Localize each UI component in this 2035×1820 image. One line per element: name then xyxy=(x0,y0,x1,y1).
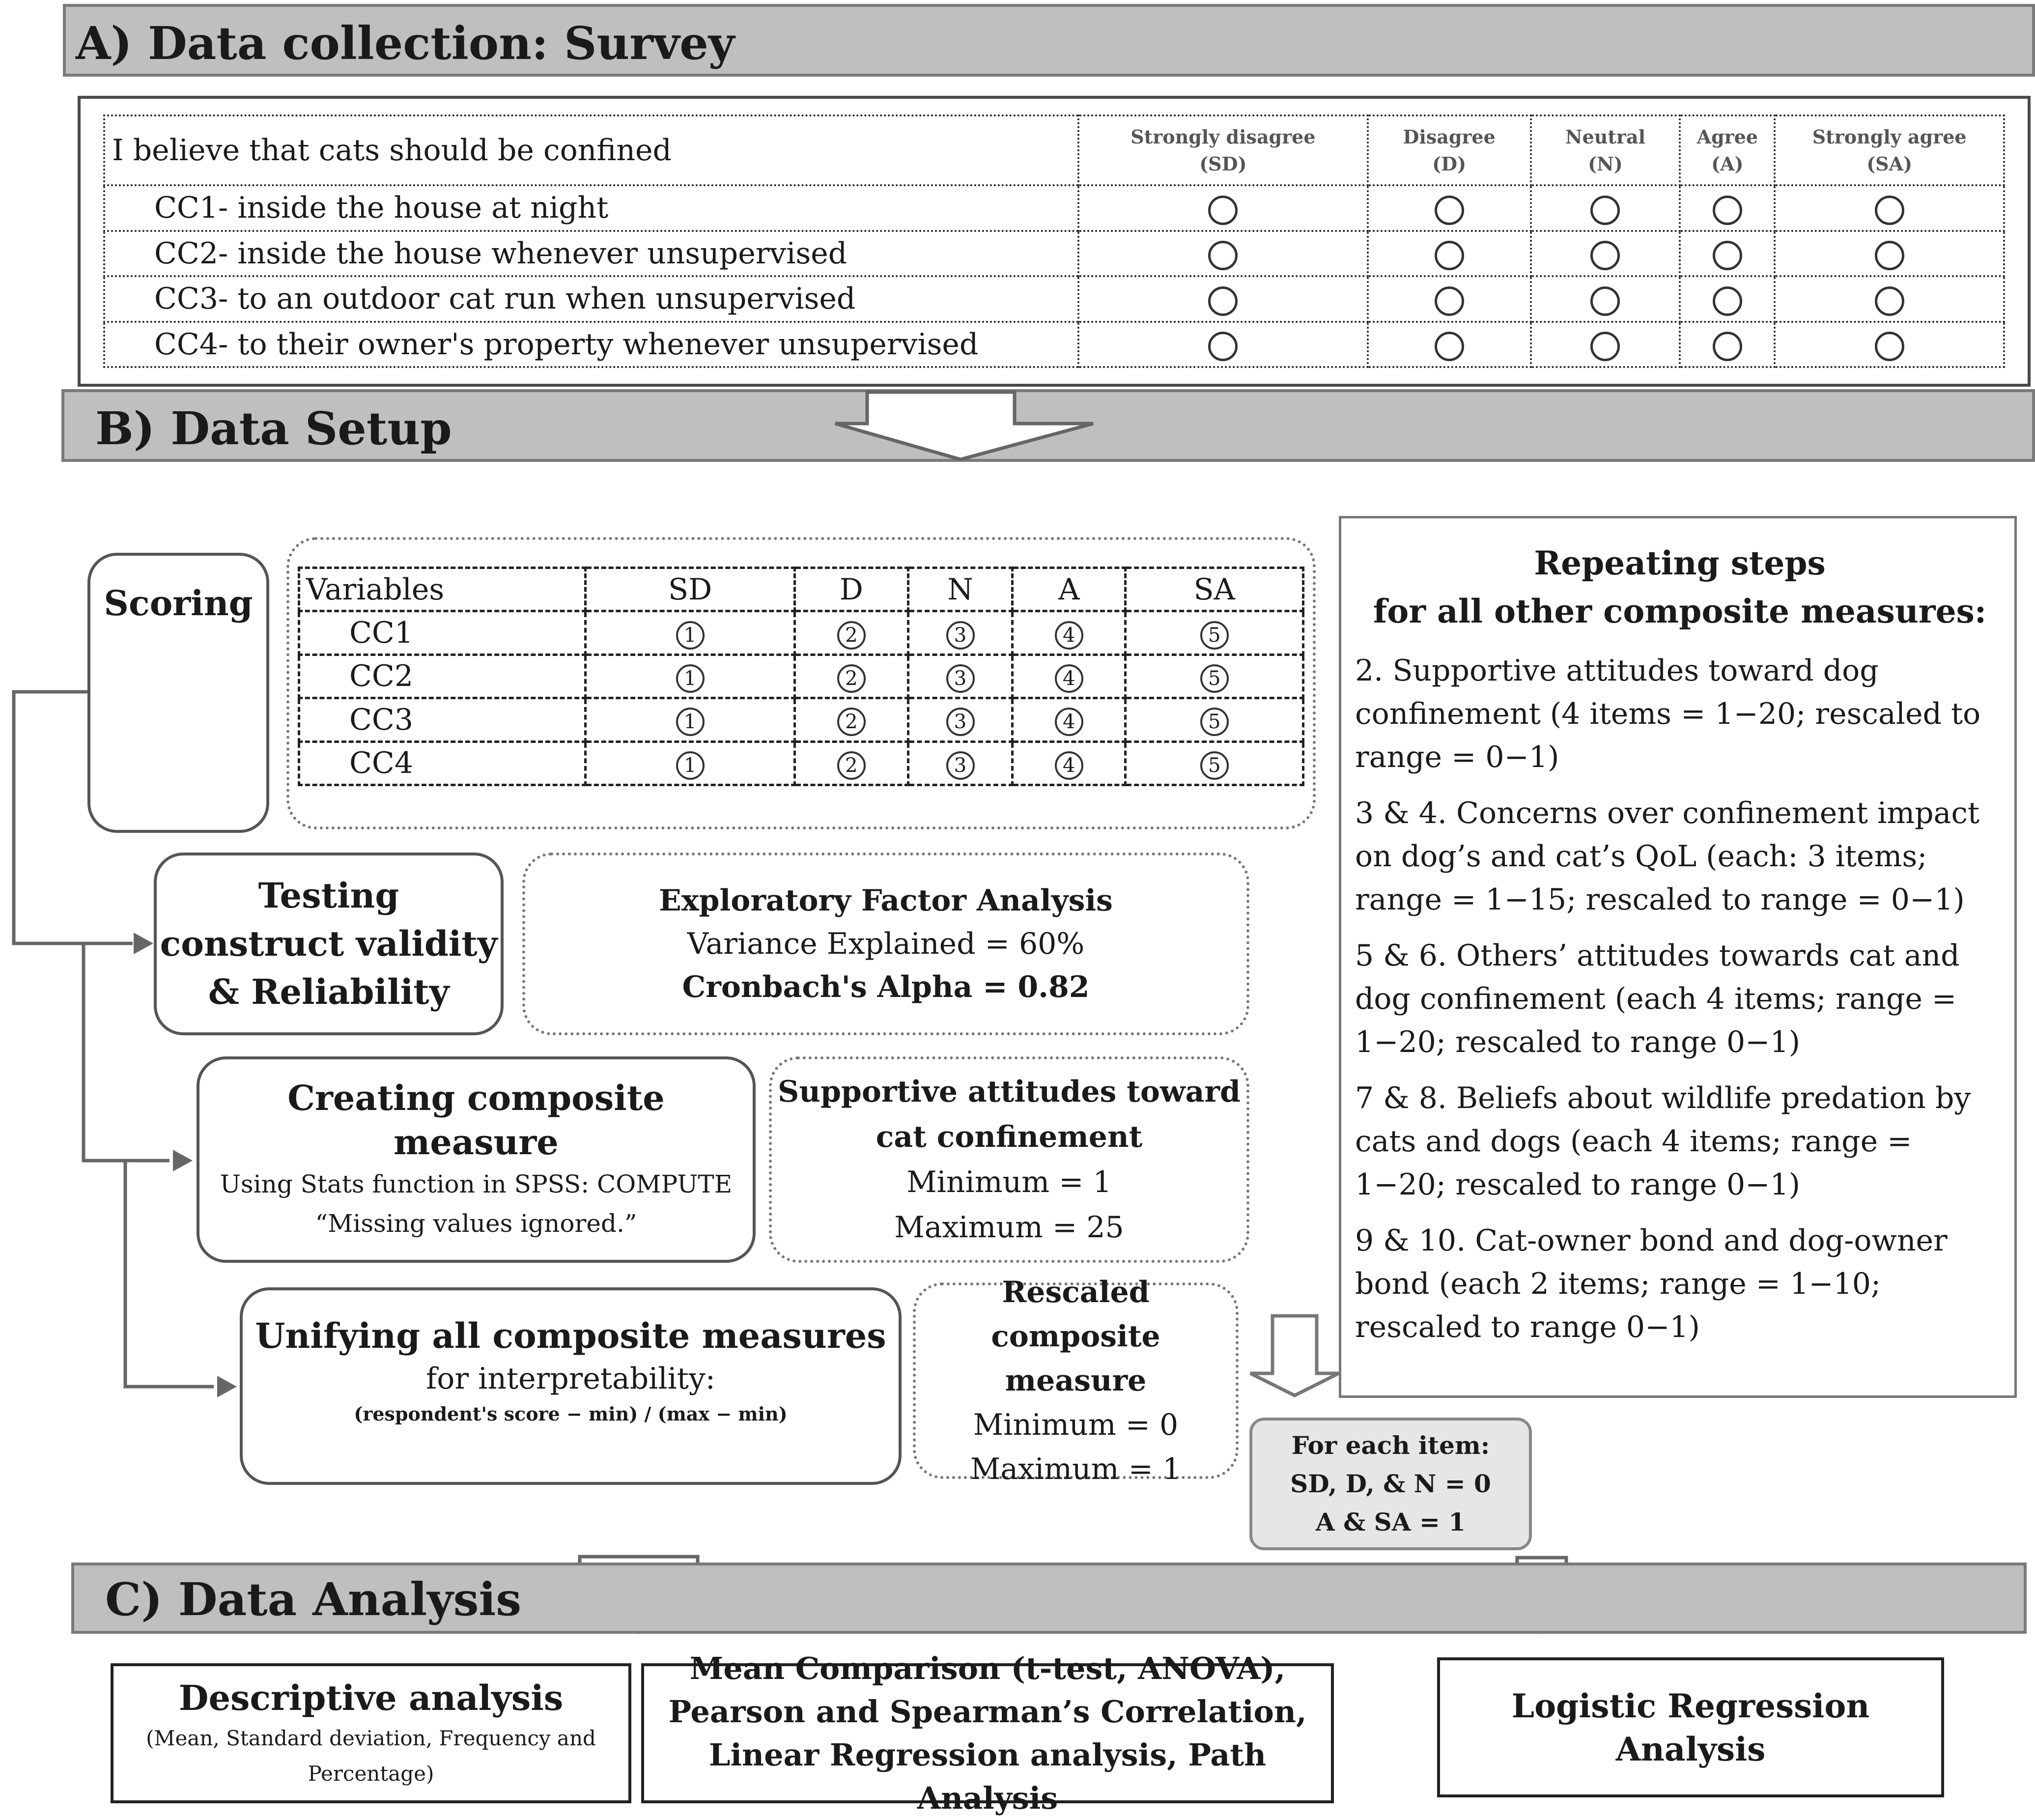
col-label: Agree xyxy=(1696,125,1758,148)
mean-comparison-box xyxy=(641,1650,1334,1816)
variance-explained: Variance Explained = 60% xyxy=(687,927,1085,961)
score-value: 3 xyxy=(946,664,975,693)
composite-detail: “Missing values ignored.” xyxy=(315,1209,637,1238)
score-value: 2 xyxy=(837,621,866,650)
score-value: 2 xyxy=(837,664,866,693)
testing-box xyxy=(154,853,504,1035)
col-abbr: (SA) xyxy=(1866,153,1913,175)
binary-coding-box xyxy=(1249,1418,1532,1550)
result-title: cat confinement xyxy=(876,1120,1143,1154)
binary-line: SD, D, & N = 0 xyxy=(1290,1469,1491,1498)
survey-question: I believe that cats should be confined xyxy=(104,115,1078,185)
header-sd: SD xyxy=(586,568,794,611)
result-title: Rescaled composite xyxy=(991,1275,1160,1354)
score-value: 3 xyxy=(946,751,975,780)
repeating-steps-box xyxy=(1339,516,2017,1398)
arrow-right-icon xyxy=(173,1150,193,1171)
maximum-value: Maximum = 1 xyxy=(970,1452,1182,1486)
score-value: 5 xyxy=(1200,708,1229,736)
repeating-step: 5 & 6. Others’ attitudes towards cat and dog confinement (each 4 items; range = 1−20; rescaled to range 0−1) xyxy=(1355,938,1960,1059)
scoring-label: Scoring xyxy=(104,583,253,624)
rescaled-box xyxy=(913,1275,1239,1486)
result-title: Supportive attitudes toward xyxy=(778,1075,1241,1109)
score-value: 1 xyxy=(676,751,705,780)
descriptive-analysis-box xyxy=(111,1663,631,1803)
composite-detail: Using Stats function in SPSS: COMPUTE xyxy=(220,1170,733,1198)
composite-result-box xyxy=(769,1056,1249,1263)
arrow-right-icon xyxy=(134,933,153,954)
maximum-value: Maximum = 25 xyxy=(894,1210,1124,1245)
unifying-box xyxy=(240,1287,902,1485)
score-value: 2 xyxy=(837,708,866,736)
survey-item: CC1- inside the house at night xyxy=(104,185,1078,231)
score-value: 2 xyxy=(837,751,866,780)
testing-line: construct validity xyxy=(160,923,498,964)
score-value: 3 xyxy=(946,708,975,736)
repeating-step: 3 & 4. Concerns over confinement impact on dog’s and cat’s QoL (each: 3 items; range = 1−15; rescaled to range = 0−1) xyxy=(1355,796,1980,917)
binary-line: A & SA = 1 xyxy=(1315,1507,1466,1536)
minimum-value: Minimum = 1 xyxy=(906,1165,1112,1199)
testing-line: Testing xyxy=(258,875,399,916)
cronbach-alpha: Cronbach's Alpha = 0.82 xyxy=(682,970,1090,1004)
col-label: Strongly agree xyxy=(1812,125,1967,148)
col-label: Neutral xyxy=(1565,125,1646,148)
unifying-title: Unifying all composite measures xyxy=(255,1315,886,1356)
minimum-value: Minimum = 0 xyxy=(973,1408,1179,1442)
col-abbr: (N) xyxy=(1588,153,1623,175)
unifying-formula: (respondent's score − min) / (max − min) xyxy=(354,1403,788,1425)
section-c-title: C) Data Analysis xyxy=(105,1573,522,1626)
header-d: D xyxy=(794,568,908,611)
arrow-right-icon xyxy=(217,1376,237,1397)
score-value: 4 xyxy=(1055,664,1083,693)
composite-box xyxy=(197,1056,756,1263)
binary-line: For each item: xyxy=(1291,1431,1490,1460)
survey-item: CC4- to their owner's property whenever unsupervised xyxy=(104,322,1078,368)
header-variables: Variables xyxy=(299,568,586,611)
score-value: 4 xyxy=(1055,708,1083,736)
col-abbr: (SD) xyxy=(1199,153,1247,175)
col-label: Strongly disagree xyxy=(1131,125,1316,148)
logistic-text: Logistic Regression Analysis xyxy=(1511,1686,1870,1768)
variable-name: CC4 xyxy=(299,741,586,785)
scoring-box xyxy=(87,553,269,833)
col-abbr: (D) xyxy=(1432,153,1467,175)
score-value: 4 xyxy=(1055,621,1083,650)
col-abbr: (A) xyxy=(1711,153,1744,175)
section-c-banner xyxy=(71,1563,2027,1634)
repeating-title: for all other composite measures: xyxy=(1373,592,1987,630)
repeating-step: 9 & 10. Cat-owner bond and dog-owner bond (each 2 items; range = 1−10; rescaled to range 0−1) xyxy=(1355,1223,1948,1344)
variable-name: CC3 xyxy=(299,698,586,741)
survey-item: CC3- to an outdoor cat run when unsupervised xyxy=(104,276,1078,322)
score-value: 3 xyxy=(946,621,975,650)
result-title: measure xyxy=(1005,1364,1147,1398)
variable-name: CC2 xyxy=(299,654,586,698)
scoring-table-frame xyxy=(286,537,1316,829)
score-value: 5 xyxy=(1200,621,1229,650)
repeating-step: 2. Supportive attitudes toward dog confinement (4 items = 1−20; rescaled to range = 0−1) xyxy=(1355,654,1981,774)
scoring-table xyxy=(298,567,1304,786)
section-b-title: B) Data Setup xyxy=(95,402,452,455)
efa-title: Exploratory Factor Analysis xyxy=(659,883,1113,918)
score-value: 4 xyxy=(1055,751,1083,780)
variable-name: CC1 xyxy=(299,611,586,654)
repeating-step: 7 & 8. Beliefs about wildlife predation by cats and dogs (each 4 items; range = 1−20; rescaled to range 0−1) xyxy=(1355,1081,1971,1202)
col-label: Disagree xyxy=(1403,125,1496,148)
composite-title: Creating composite measure xyxy=(287,1078,665,1163)
unifying-subtitle: for interpretability: xyxy=(426,1362,715,1396)
down-arrow-icon xyxy=(1250,1316,1339,1395)
header-n: N xyxy=(908,568,1012,611)
descriptive-detail: (Mean, Standard deviation, Frequency and Percentage) xyxy=(146,1726,596,1786)
descriptive-title: Descriptive analysis xyxy=(178,1677,564,1718)
down-arrow-icon xyxy=(835,392,1093,459)
logistic-regression-box xyxy=(1437,1657,1944,1797)
repeating-title: Repeating steps xyxy=(1534,544,1826,582)
score-value: 5 xyxy=(1200,751,1229,780)
survey-item: CC2- inside the house whenever unsupervised xyxy=(104,231,1078,277)
score-value: 1 xyxy=(676,664,705,693)
header-a: A xyxy=(1013,568,1126,611)
mean-comparison-text: Mean Comparison (t-test, ANOVA), Pearson and Spearman’s Correlation, Linear Regression analysis, Path Analysis xyxy=(668,1650,1307,1816)
section-a-title: A) Data collection: Survey xyxy=(76,17,735,70)
score-value: 1 xyxy=(676,621,705,650)
efa-box xyxy=(522,853,1249,1035)
header-sa: SA xyxy=(1126,568,1303,611)
testing-line: & Reliability xyxy=(208,971,450,1012)
score-value: 5 xyxy=(1200,664,1229,693)
score-value: 1 xyxy=(676,708,705,736)
